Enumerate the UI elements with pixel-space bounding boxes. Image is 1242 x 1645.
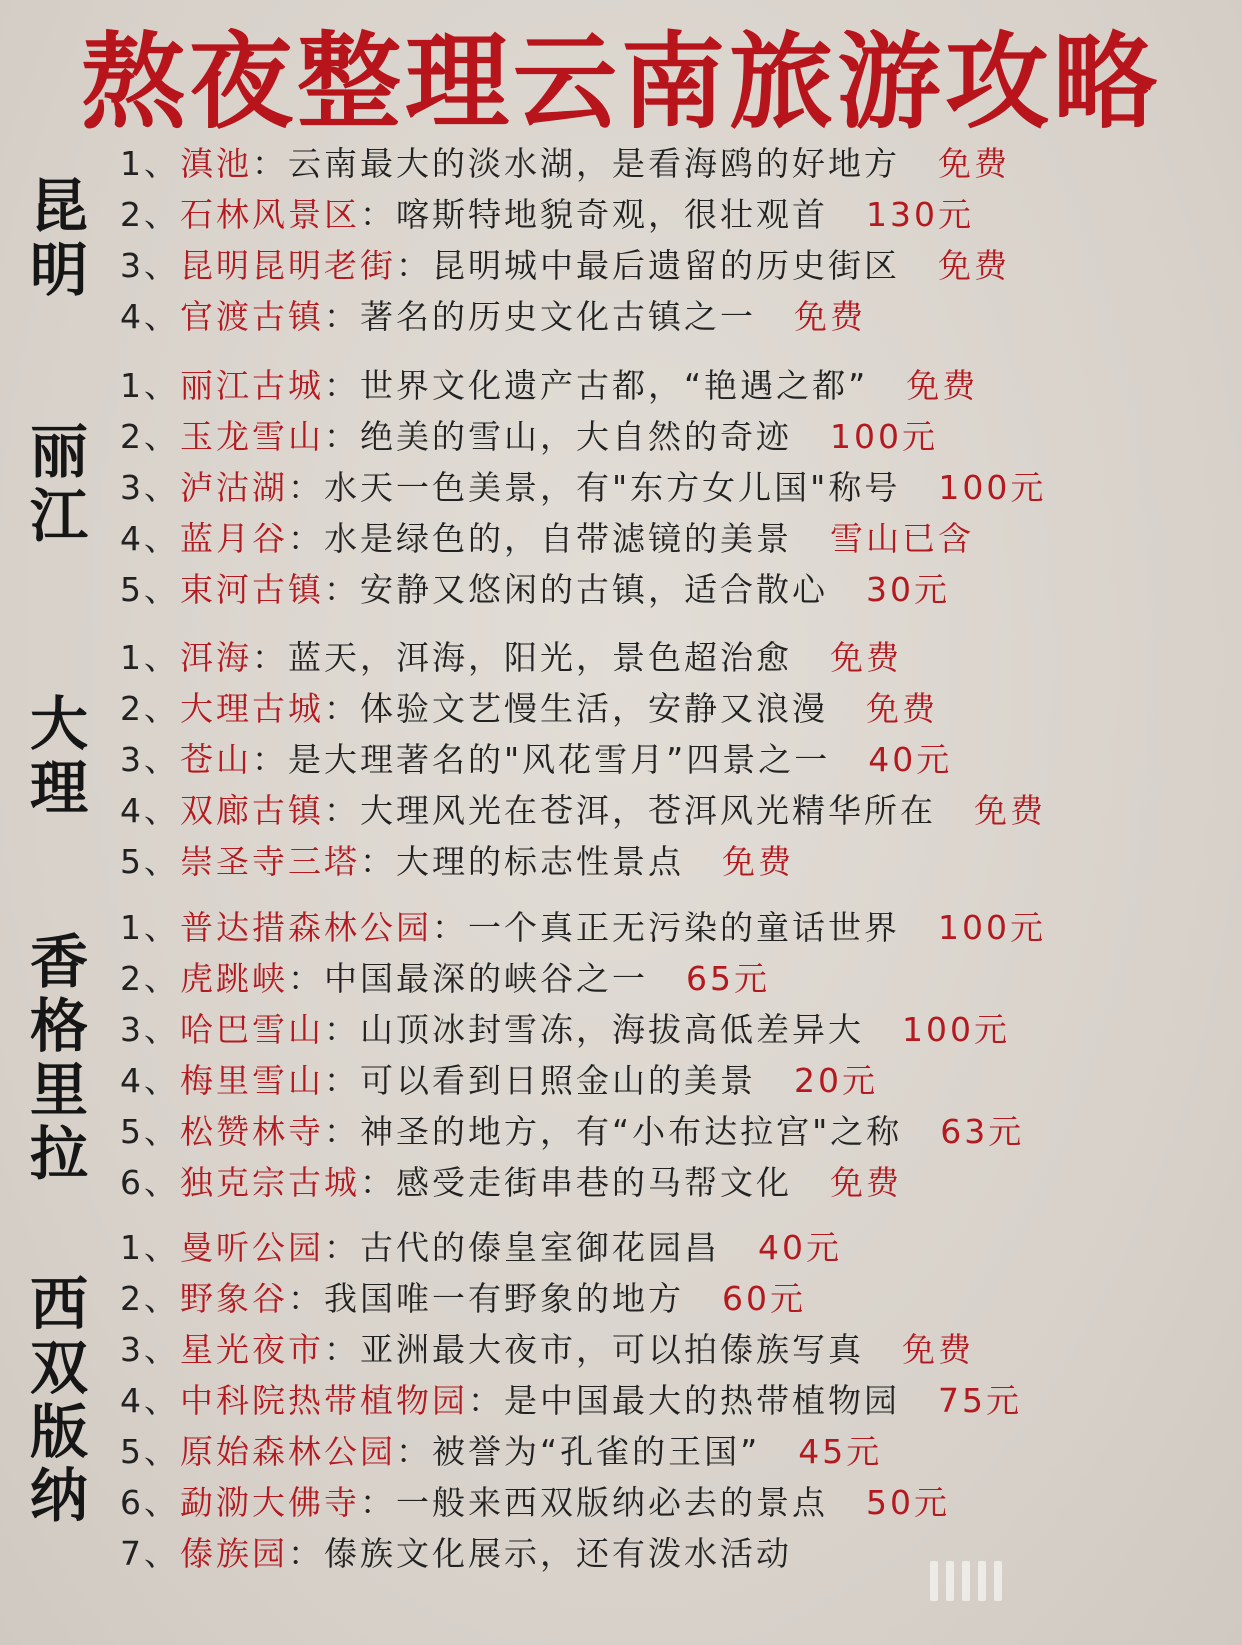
item-number: 1、	[120, 1228, 180, 1267]
item-number: 1、	[120, 908, 180, 947]
place-name: 普达措森林公园	[180, 908, 432, 947]
ticket-price: 免费	[974, 791, 1046, 830]
place-description: 著名的历史文化古镇之一	[360, 297, 756, 336]
list-item	[120, 462, 1046, 513]
place-name: 原始森林公园	[180, 1432, 396, 1471]
place-name: 崇圣寺三塔	[180, 842, 360, 881]
separator: ：	[324, 366, 360, 405]
place-description: 是大理著名的"风花雪月”四景之一	[288, 740, 831, 779]
separator: ：	[324, 1228, 360, 1267]
separator: ：	[360, 842, 396, 881]
city-char: 江	[29, 482, 88, 550]
city-char: 理	[29, 754, 88, 822]
ticket-price: 100元	[938, 468, 1047, 507]
list-item	[120, 1106, 1046, 1157]
place-name: 曼听公园	[180, 1228, 324, 1267]
place-name: 双廊古镇	[180, 791, 324, 830]
list-item	[120, 1222, 1022, 1273]
place-description: 一般来西双版纳必去的景点	[396, 1483, 828, 1522]
separator: ：	[360, 1483, 396, 1522]
ticket-price: 免费	[830, 638, 902, 677]
place-description: 体验文艺慢生活，安静又浪漫	[360, 689, 828, 728]
item-number: 4、	[120, 1061, 180, 1100]
city-char: 格	[29, 992, 88, 1060]
city-char: 拉	[29, 1120, 88, 1188]
ticket-price: 免费	[902, 1330, 974, 1369]
separator: ：	[324, 1330, 360, 1369]
list-item	[120, 189, 1010, 240]
item-number: 2、	[120, 959, 180, 998]
place-name: 泸沽湖	[180, 468, 288, 507]
place-name: 束河古镇	[180, 570, 324, 609]
place-description: 安静又悠闲的古镇，适合散心	[360, 570, 828, 609]
ticket-price: 60元	[722, 1279, 806, 1318]
ticket-price: 100元	[938, 908, 1046, 947]
place-description: 可以看到日照金山的美景	[360, 1061, 756, 1100]
separator: ：	[288, 959, 324, 998]
city-char: 双	[29, 1334, 88, 1402]
list-item	[120, 1273, 1022, 1324]
list-item	[120, 291, 1010, 342]
ticket-price: 50元	[866, 1483, 950, 1522]
list-item	[120, 683, 1046, 734]
place-description: 一个真正无污染的童话世界	[468, 908, 900, 947]
place-name: 苍山	[180, 740, 252, 779]
item-number: 5、	[120, 1432, 180, 1471]
place-description: 水天一色美景，有"东方女儿国"称号	[324, 468, 901, 507]
item-number: 3、	[120, 740, 180, 779]
item-number: 4、	[120, 519, 180, 558]
city-char: 香	[29, 928, 88, 996]
item-number: 3、	[120, 468, 180, 507]
place-description: 神圣的地方，有“小布达拉宫"之称	[360, 1112, 903, 1151]
attraction-list	[120, 632, 1046, 887]
place-name: 丽江古城	[180, 366, 324, 405]
list-item	[120, 1477, 1022, 1528]
separator: ：	[396, 246, 432, 285]
attraction-list	[120, 1222, 1022, 1579]
ticket-price: 100元	[902, 1010, 1010, 1049]
place-description: 山顶冰封雪冻，海拔高低差异大	[360, 1010, 864, 1049]
list-item	[120, 1004, 1046, 1055]
item-number: 6、	[120, 1163, 180, 1202]
place-description: 我国唯一有野象的地方	[324, 1279, 684, 1318]
place-name: 松赞林寺	[180, 1112, 324, 1151]
place-description: 云南最大的淡水湖，是看海鸥的好地方	[288, 144, 900, 183]
list-item	[120, 902, 1046, 953]
ticket-price: 75元	[938, 1381, 1022, 1420]
item-number: 3、	[120, 1010, 180, 1049]
city-char: 大	[29, 690, 88, 758]
list-item	[120, 785, 1046, 836]
separator: ：	[252, 144, 288, 183]
ticket-price: 雪山已含	[830, 519, 974, 558]
item-number: 2、	[120, 417, 180, 456]
place-name: 独克宗古城	[180, 1163, 360, 1202]
ticket-price: 30元	[866, 570, 950, 609]
separator: ：	[288, 519, 324, 558]
place-name: 昆明昆明老街	[180, 246, 396, 285]
place-description: 大理的标志性景点	[396, 842, 684, 881]
ticket-price: 40元	[868, 740, 953, 779]
separator: ：	[324, 297, 360, 336]
place-name: 梅里雪山	[180, 1061, 324, 1100]
item-number: 1、	[120, 366, 180, 405]
place-name: 石林风景区	[180, 195, 360, 234]
attraction-list	[120, 902, 1046, 1208]
place-name: 滇池	[180, 144, 252, 183]
place-name: 星光夜市	[180, 1330, 324, 1369]
ticket-price: 免费	[794, 297, 866, 336]
item-number: 4、	[120, 1381, 180, 1420]
item-number: 5、	[120, 570, 180, 609]
list-item	[120, 513, 1046, 564]
city-name	[24, 1272, 94, 1528]
place-name: 洱海	[180, 638, 252, 677]
place-name: 哈巴雪山	[180, 1010, 324, 1049]
place-description: 被誉为“孔雀的王国”	[432, 1432, 761, 1471]
separator: ：	[288, 1534, 324, 1573]
separator: ：	[324, 1112, 360, 1151]
item-number: 5、	[120, 1112, 180, 1151]
separator: ：	[288, 468, 324, 507]
city-char: 丽	[29, 418, 88, 486]
place-name: 野象谷	[180, 1279, 288, 1318]
list-item	[120, 1375, 1022, 1426]
city-char: 西	[29, 1270, 88, 1338]
separator: ：	[432, 908, 468, 947]
ticket-price: 130元	[866, 195, 974, 234]
item-number: 5、	[120, 842, 180, 881]
list-item	[120, 240, 1010, 291]
ticket-price: 免费	[722, 842, 794, 881]
list-item	[120, 138, 1010, 189]
place-description: 亚洲最大夜市，可以拍傣族写真	[360, 1330, 864, 1369]
place-description: 傣族文化展示，还有泼水活动	[324, 1534, 792, 1573]
item-number: 6、	[120, 1483, 180, 1522]
separator: ：	[360, 1163, 396, 1202]
city-char: 昆	[29, 172, 88, 240]
item-number: 2、	[120, 195, 180, 234]
page-title: 熬夜整理云南旅游攻略	[80, 21, 1161, 143]
list-item	[120, 360, 1046, 411]
place-name: 勐泐大佛寺	[180, 1483, 360, 1522]
ticket-price: 40元	[758, 1228, 842, 1267]
place-name: 官渡古镇	[180, 297, 324, 336]
place-description: 世界文化遗产古都，“艳遇之都”	[360, 366, 869, 405]
separator: ：	[324, 570, 360, 609]
list-item	[120, 1528, 1022, 1579]
separator: ：	[324, 1010, 360, 1049]
attraction-list	[120, 138, 1010, 342]
separator: ：	[288, 1279, 324, 1318]
place-name: 玉龙雪山	[180, 417, 324, 456]
ticket-price: 免费	[866, 689, 938, 728]
watermark-icon	[930, 1556, 1050, 1606]
list-item	[120, 1426, 1022, 1477]
item-number: 7、	[120, 1534, 180, 1573]
ticket-price: 免费	[938, 246, 1010, 285]
city-name	[24, 174, 94, 302]
ticket-price: 100元	[830, 417, 938, 456]
place-name: 傣族园	[180, 1534, 288, 1573]
city-name	[24, 692, 94, 820]
ticket-price: 20元	[794, 1061, 878, 1100]
item-number: 1、	[120, 638, 180, 677]
list-item	[120, 564, 1046, 615]
separator: ：	[360, 195, 396, 234]
place-name: 虎跳峡	[180, 959, 288, 998]
ticket-price: 45元	[798, 1432, 883, 1471]
city-char: 明	[29, 236, 88, 304]
list-item	[120, 411, 1046, 462]
place-description: 水是绿色的，自带滤镜的美景	[324, 519, 792, 558]
separator: ：	[324, 689, 360, 728]
item-number: 3、	[120, 246, 180, 285]
separator: ：	[252, 740, 288, 779]
place-description: 大理风光在苍洱，苍洱风光精华所在	[360, 791, 936, 830]
place-description: 绝美的雪山，大自然的奇迹	[360, 417, 792, 456]
item-number: 2、	[120, 689, 180, 728]
place-description: 喀斯特地貌奇观，很壮观首	[396, 195, 828, 234]
separator: ：	[252, 638, 288, 677]
city-name	[24, 420, 94, 548]
place-name: 大理古城	[180, 689, 324, 728]
list-item	[120, 836, 1046, 887]
ticket-price: 免费	[906, 366, 979, 405]
ticket-price: 65元	[686, 959, 770, 998]
place-description: 古代的傣皇室御花园昌	[360, 1228, 720, 1267]
item-number: 3、	[120, 1330, 180, 1369]
place-description: 感受走街串巷的马帮文化	[396, 1163, 792, 1202]
item-number: 1、	[120, 144, 180, 183]
separator: ：	[324, 417, 360, 456]
place-description: 是中国最大的热带植物园	[504, 1381, 900, 1420]
list-item	[120, 1157, 1046, 1208]
list-item	[120, 734, 1046, 785]
item-number: 2、	[120, 1279, 180, 1318]
list-item	[120, 1055, 1046, 1106]
city-name	[24, 930, 94, 1186]
city-char: 里	[29, 1056, 88, 1124]
city-char: 版	[29, 1398, 88, 1466]
place-description: 蓝天，洱海，阳光，景色超治愈	[288, 638, 792, 677]
attraction-list	[120, 360, 1046, 615]
ticket-price: 63元	[940, 1112, 1025, 1151]
place-name: 蓝月谷	[180, 519, 288, 558]
list-item	[120, 632, 1046, 683]
separator: ：	[324, 1061, 360, 1100]
separator: ：	[324, 791, 360, 830]
city-char: 纳	[29, 1462, 88, 1530]
place-description: 中国最深的峡谷之一	[324, 959, 648, 998]
item-number: 4、	[120, 791, 180, 830]
list-item	[120, 953, 1046, 1004]
separator: ：	[468, 1381, 504, 1420]
ticket-price: 免费	[938, 144, 1010, 183]
place-name: 中科院热带植物园	[180, 1381, 468, 1420]
item-number: 4、	[120, 297, 180, 336]
ticket-price: 免费	[830, 1163, 902, 1202]
list-item	[120, 1324, 1022, 1375]
place-description: 昆明城中最后遗留的历史街区	[432, 246, 900, 285]
separator: ：	[396, 1432, 432, 1471]
